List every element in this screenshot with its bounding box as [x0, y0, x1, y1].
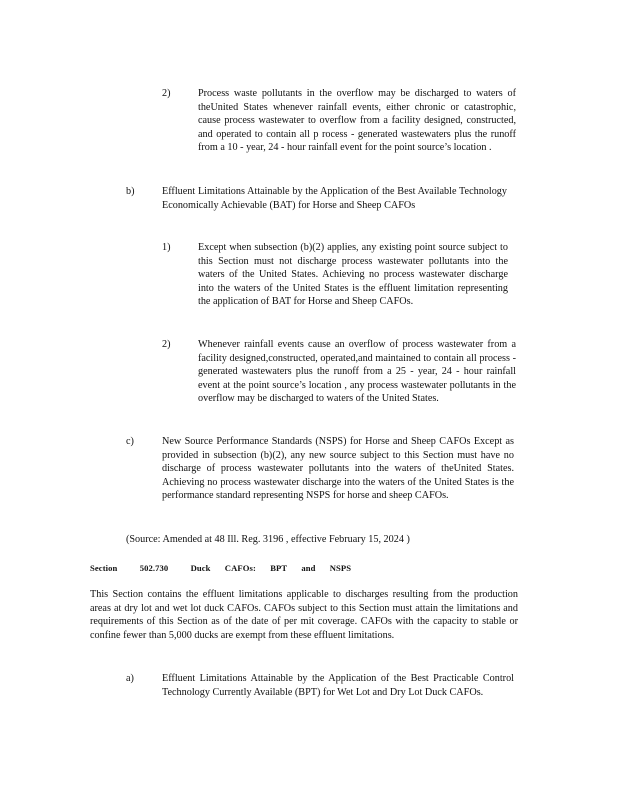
paragraph-b-1: Except when subsection (b)(2) applies, any existing point source subject to this Section must not discharge process wastewater pollutants into the waters of the United States. Achieving no process wastewater discharge into the waters of the United States is the effluent limitation representing the application of BAT for Horse and Sheep CAFOs. — [198, 242, 508, 308]
source-note: (Source: Amended at 48 Ill. Reg. 3196 , effective February 15, 2024 ) — [126, 534, 410, 545]
subsection-marker-b: b) — [126, 186, 135, 197]
subsection-heading-b: Effluent Limitations Attainable by the Application of the Best Available Technology Economically Achievable (BAT) for Horse and Sheep CAFOs — [162, 186, 507, 211]
subsection-c-nsps: New Source Performance Standards (NSPS) for Horse and Sheep CAFOs Except as provided in subsection (b)(2), any new source subject to this Section must have no discharge of process wastewater pollutants into the waters of theUnited States. Achieving no process wastewater discharge into the waters of the United States is the performance standard representing NSPS for horse and sheep CAFOs. — [162, 436, 514, 502]
section-number: 502.730 — [139, 563, 169, 573]
item-marker: 2) — [162, 339, 171, 350]
item-marker: 2) — [162, 88, 171, 99]
subsection-heading-a: Effluent Limitations Attainable by the Application of the Best Practicable Control Technology Currently Available (BPT) for Wet Lot and Dry Lot Duck CAFOs. — [162, 673, 514, 698]
item-marker: 1) — [162, 242, 171, 253]
section-title: Duck CAFOs: BPT and NSPS — [190, 563, 352, 573]
section-intro-paragraph: This Section contains the effluent limitations applicable to discharges resulting from the production areas at dry lot and wet lot duck CAFOs. CAFOs subject to this Section must attain the limitations and requirements of this Section as of the date of per mit coverage. CAFOs with the capacity to stable or confine fewer than 5,000 ducks are exempt from these effluent limitations. — [90, 589, 518, 641]
paragraph-item-2-overflow: Process waste pollutants in the overflow may be discharged to waters of theUnited States whenever rainfall events, either chronic or catastrophic, cause process wastewater to overflow from a facility designed, constructed, and operated to contain all p rocess - generated wastewaters plus the runoff from a 10 - year, 24 - hour rainfall event for the point source’s location . — [198, 88, 516, 154]
subsection-marker-c: c) — [126, 436, 134, 447]
paragraph-b-2: Whenever rainfall events cause an overflow of process wastewater from a facility designed,constructed, operated,and maintained to contain all process - generated wastewaters plus the runoff from a 25 - year, 24 - hour rainfall event at the point source’s location , any process wastewater pollutants in the overflow may be discharged to waters of the United States. — [198, 339, 516, 405]
section-heading — [90, 562, 371, 576]
subsection-marker-a: a) — [126, 673, 134, 684]
section-word: Section — [90, 563, 118, 573]
